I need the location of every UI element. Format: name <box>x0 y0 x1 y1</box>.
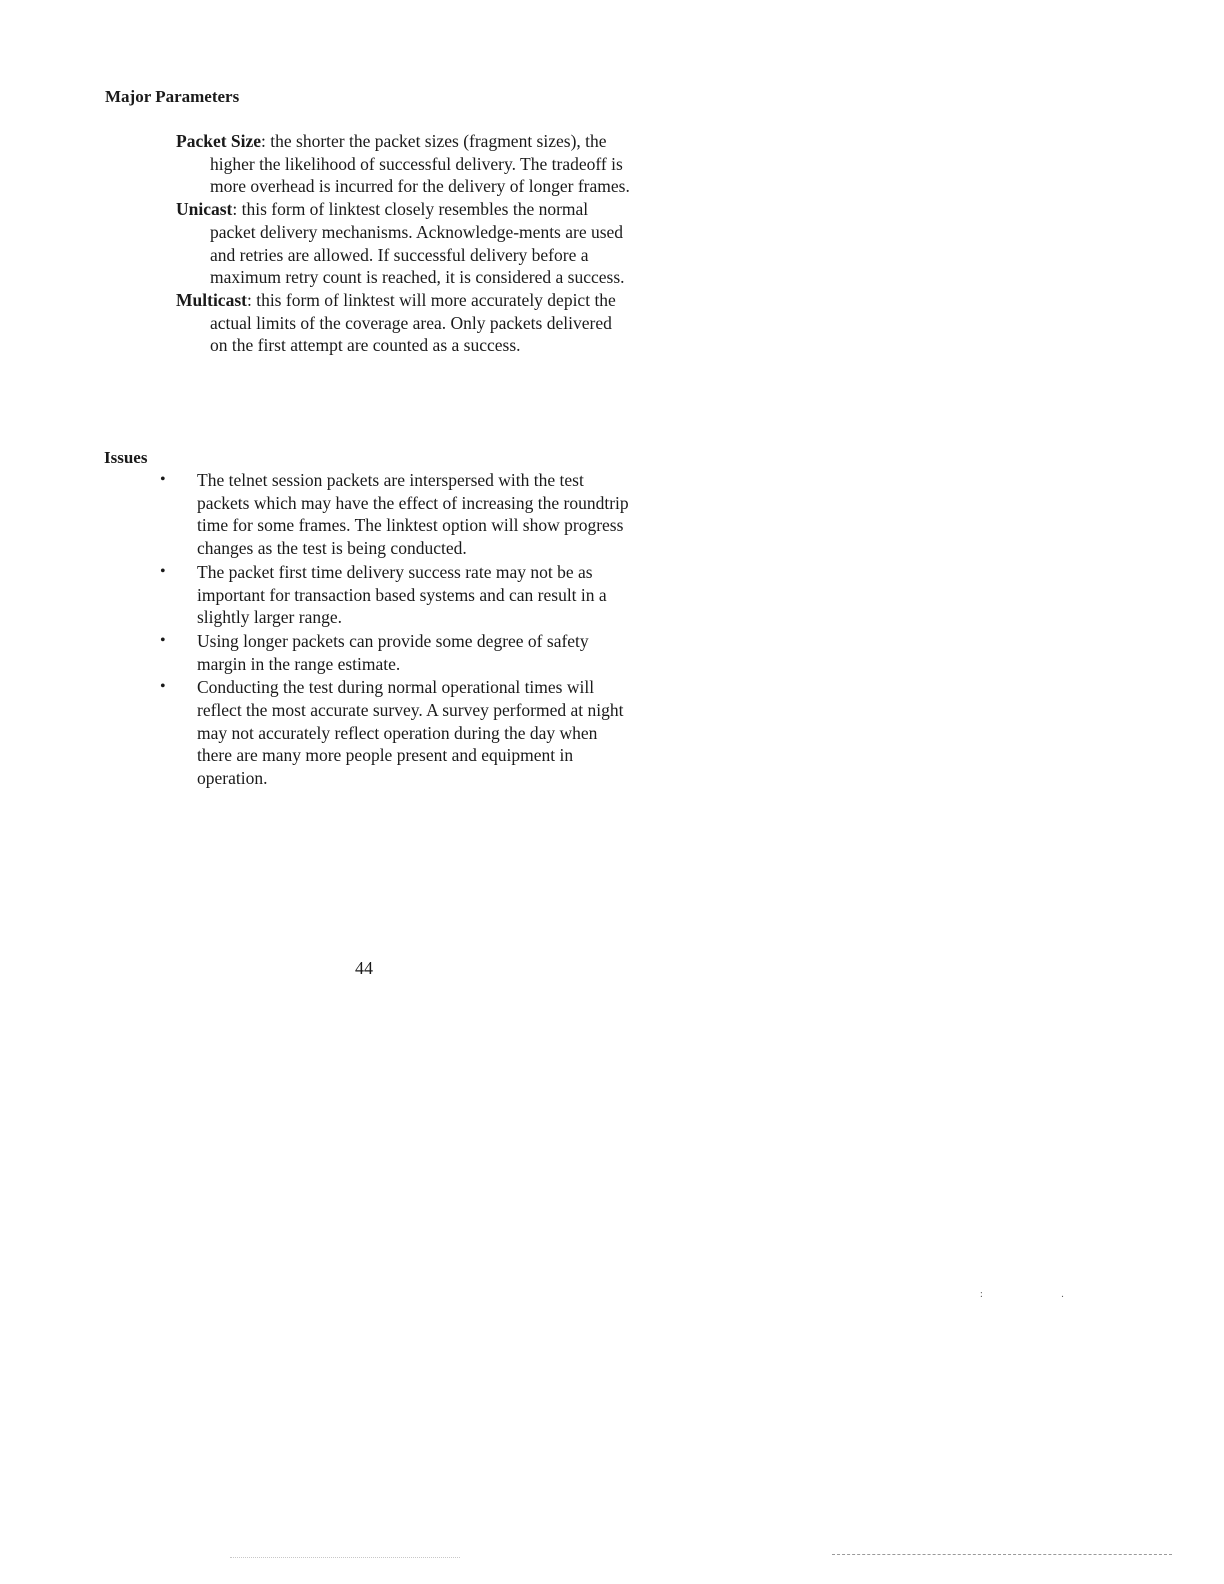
footer-scan-line <box>832 1554 1172 1555</box>
issue-text: The packet first time delivery success rate may not be as important for transaction based systems and can result in a slightly larger range. <box>197 561 607 628</box>
issue-text: The telnet session packets are interspersed with the test packets which may have the effect of increasing the roundtrip time for some frames. The linktest option will show progress changes as the test is being conducted. <box>197 470 629 559</box>
issue-text: Using longer packets can provide some degree of safety margin in the range estimate. <box>197 630 589 674</box>
parameter-term: Multicast <box>176 289 247 310</box>
issue-text: Conducting the test during normal operational times will reflect the most accurate survey. A survey performed at night may not accurately reflect operation during the day when there are many more people present and equipment in operation. <box>197 677 624 789</box>
issue-item <box>158 676 630 790</box>
parameter-multicast <box>176 289 632 357</box>
parameters-list <box>176 130 632 357</box>
parameter-term: Unicast <box>176 199 233 220</box>
page-number: 44 <box>355 958 373 978</box>
bullet-icon: • <box>160 678 166 696</box>
parameter-packet-size <box>176 130 632 198</box>
issues-list <box>158 469 630 791</box>
bullet-icon: • <box>160 631 166 649</box>
issue-item <box>158 630 630 675</box>
bullet-icon: • <box>160 562 166 580</box>
issue-item <box>158 469 630 560</box>
parameter-description: : this form of linktest closely resembles the normal packet delivery mechanisms. Acknowledge-ments are used and retries are allowed. If successful delivery before a maximum retry count is reached, it is considered a success. <box>210 199 625 288</box>
footer-scan-line-left <box>230 1557 460 1558</box>
major-parameters-heading: Major Parameters <box>105 87 240 106</box>
parameter-term: Packet Size <box>176 131 262 151</box>
scan-specks: : . <box>980 1289 1102 1300</box>
bullet-icon: • <box>160 471 166 488</box>
issue-item <box>158 561 630 629</box>
parameter-unicast <box>176 198 632 289</box>
parameter-description: : this form of linktest will more accurately depict the actual limits of the coverage area. Only packets delivered on the first attempt are counted as a success. <box>210 289 616 356</box>
issues-heading: Issues <box>104 448 148 467</box>
parameter-description: : the shorter the packet sizes (fragment sizes), the higher the likelihood of successful delivery. The tradeoff is more overhead is incurred for the delivery of longer frames. <box>210 131 630 197</box>
